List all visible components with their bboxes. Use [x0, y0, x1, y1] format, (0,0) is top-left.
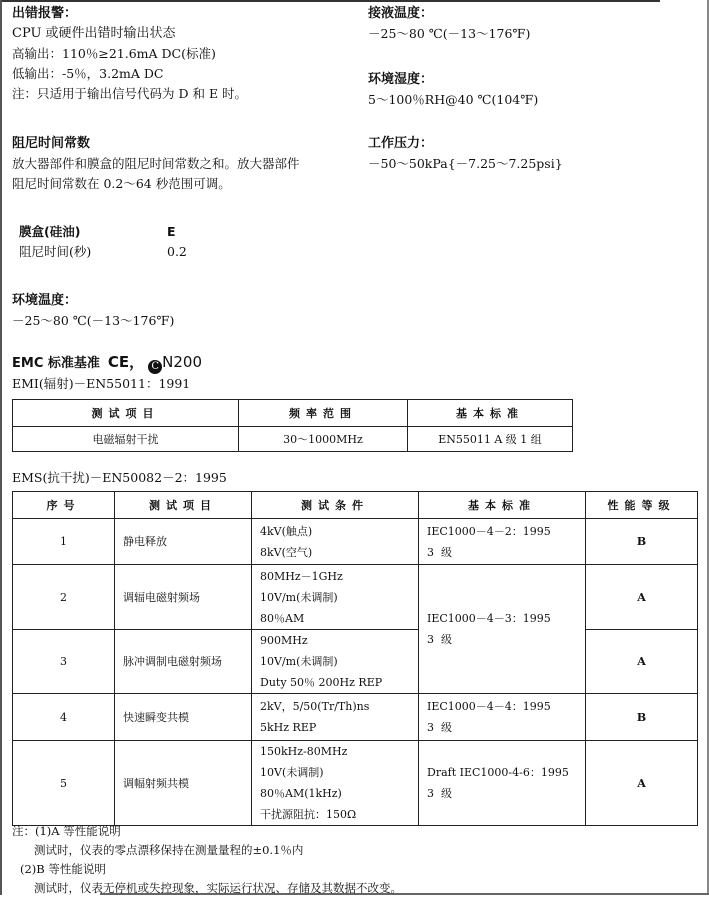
ems-cell-conditions	[252, 519, 419, 565]
process-temperature-title: 接液温度：	[368, 6, 434, 21]
ems-header-test-item: 测试项目	[115, 492, 252, 519]
ems-cell-test-item: 脉冲调制电磁射频场	[115, 630, 252, 694]
ems-cell-standard	[419, 519, 586, 565]
error-alarm-line: 低输出：-5％，3.2mA DC	[12, 66, 164, 81]
ems-cell-standard	[419, 741, 586, 826]
standard-line: 3 级	[427, 787, 452, 800]
ambient-humidity-section	[368, 70, 538, 110]
working-pressure-value: －50～50kPa{－7.25～7.25psi}	[368, 156, 563, 171]
error-alarm-section	[12, 4, 247, 104]
damping-capsule-value: E	[167, 224, 176, 239]
ems-header-no: 序号	[13, 492, 115, 519]
ems-cell-grade: B	[586, 519, 698, 565]
standard-line: IEC1000－4－3：1995	[427, 612, 551, 625]
damping-line: 放大器部件和膜盒的阻尼时间常数之和。放大器部件	[12, 156, 300, 171]
emc-section	[12, 352, 202, 394]
condition-line: 2kV，5/50(Tr/Th)ns	[260, 700, 370, 713]
standard-line: 3 级	[427, 721, 452, 734]
ems-cell-grade: A	[586, 741, 698, 826]
ems-cell-grade: A	[586, 565, 698, 630]
condition-line: 8kV(空气)	[260, 545, 313, 559]
table-row	[13, 741, 698, 826]
ems-cell-grade: A	[586, 630, 698, 694]
damping-title: 阻尼时间常数	[12, 136, 91, 151]
ems-cell-test-item: 静电释放	[115, 519, 252, 565]
ems-cell-standard-merged	[419, 565, 586, 694]
emi-cell-frequency-range: 30～1000MHz	[239, 427, 408, 452]
ems-table-header-row	[13, 492, 698, 519]
ems-cell-no: 2	[13, 565, 115, 630]
error-alarm-line: 注：只适用于输出信号代码为 D 和 E 时。	[12, 86, 248, 101]
damping-time-label: 阻尼时间(秒)	[19, 244, 92, 259]
note-b-title: (2)B 等性能说明	[20, 862, 106, 876]
emi-header-basic-standard: 基本标准	[408, 400, 573, 427]
working-pressure-title: 工作压力：	[368, 136, 434, 151]
note-a-title: 注：(1)A 等性能说明	[12, 824, 121, 838]
condition-line: 10V/m(未调制)	[260, 655, 338, 668]
notes-section	[12, 822, 402, 898]
note-b-text: 测试时，仪表无停机或失控现象，实际运行状况、存储及其数据不改变。	[34, 881, 402, 895]
condition-line: 80％AM	[260, 611, 305, 625]
standard-line: IEC1000－4－4：1995	[427, 700, 551, 713]
standard-line: IEC1000－4－2：1995	[427, 524, 551, 538]
condition-line: Duty 50％ 200Hz REP	[260, 676, 383, 689]
condition-line: 150kHz-80MHz	[260, 745, 348, 758]
condition-line: 80％AM(1kHz)	[260, 787, 342, 800]
ambient-temperature-value: －25～80 ℃(－13～176℉)	[12, 313, 175, 328]
damping-capsule-label: 膜盒(硅油)	[19, 224, 81, 239]
damping-section	[12, 134, 300, 194]
ems-cell-no: 5	[13, 741, 115, 826]
emi-cell-test-item: 电磁辐射干扰	[13, 427, 239, 452]
ems-cell-conditions	[252, 741, 419, 826]
ambient-temperature-title: 环境温度：	[12, 293, 78, 308]
emi-title: EMI(辐射)－EN55011：1991	[12, 376, 191, 391]
page-left-edge	[0, 0, 2, 895]
emi-table-header-row	[13, 400, 573, 427]
ems-cell-standard	[419, 694, 586, 741]
ems-header-performance-grade: 性能等级	[586, 492, 698, 519]
standard-line: Draft IEC1000-4-6：1995	[427, 766, 569, 779]
ambient-humidity-value: 5～100％RH@40 ℃(104℉)	[368, 92, 539, 107]
ems-cell-no: 3	[13, 630, 115, 694]
c-tick-mark-icon: C	[148, 360, 162, 374]
condition-line: 4kV(触点)	[260, 524, 313, 538]
table-row	[13, 694, 698, 741]
ambient-temperature-section	[12, 291, 174, 331]
table-row	[13, 630, 698, 694]
n200-mark: N200	[162, 353, 203, 371]
condition-line: 干扰源阻抗：150Ω	[260, 808, 357, 821]
condition-line: 10V/m(未调制)	[260, 590, 338, 604]
damping-time-value: 0.2	[167, 244, 187, 259]
standard-line: 3 级	[427, 545, 452, 559]
emi-header-frequency-range: 频率范围	[239, 400, 408, 427]
ems-header-test-conditions: 测试条件	[252, 492, 419, 519]
working-pressure-section	[368, 134, 563, 174]
emi-header-test-item: 测试项目	[13, 400, 239, 427]
emi-cell-basic-standard: EN55011 A 级 1 组	[408, 427, 573, 452]
ems-cell-no: 1	[13, 519, 115, 565]
error-alarm-line: CPU 或硬件出错时输出状态	[12, 26, 176, 41]
ems-cell-conditions	[252, 694, 419, 741]
condition-line: 10V(未调制)	[260, 766, 324, 779]
ems-cell-test-item: 调辐电磁射频场	[115, 565, 252, 630]
ems-cell-conditions	[252, 630, 419, 694]
table-row	[13, 519, 698, 565]
ems-cell-test-item: 快速瞬变共模	[115, 694, 252, 741]
note-a-text: 测试时，仪表的零点漂移保持在测量量程的±0.1％内	[34, 843, 304, 857]
ambient-humidity-title: 环境湿度：	[368, 72, 434, 87]
emi-table	[12, 399, 573, 452]
process-temperature-value: －25～80 ℃(－13～176℉)	[368, 26, 531, 41]
ems-title: EMS(抗干扰)－EN50082－2：1995	[12, 470, 227, 485]
table-row	[13, 427, 573, 452]
ems-table	[12, 491, 698, 826]
process-temperature-section	[368, 4, 530, 44]
ce-mark-icon: CE，	[107, 353, 145, 371]
ems-cell-test-item: 调幅射频共模	[115, 741, 252, 826]
page-top-edge	[0, 0, 660, 2]
table-row	[13, 565, 698, 630]
error-alarm-title: 出错报警：	[12, 6, 78, 21]
ems-cell-grade: B	[586, 694, 698, 741]
emc-title: EMC 标准基准	[12, 356, 100, 371]
error-alarm-line: 高输出：110％≥21.6mA DC(标准)	[12, 46, 216, 61]
condition-line: 80MHz－1GHz	[260, 569, 343, 583]
damping-line: 阻尼时间常数在 0.2～64 秒范围可调。	[12, 176, 231, 191]
condition-line: 900MHz	[260, 634, 308, 647]
condition-line: 5kHz REP	[260, 721, 317, 734]
standard-line: 3 级	[427, 633, 452, 646]
ems-cell-no: 4	[13, 694, 115, 741]
ems-cell-conditions	[252, 565, 419, 630]
ems-header-basic-standard: 基本标准	[419, 492, 586, 519]
